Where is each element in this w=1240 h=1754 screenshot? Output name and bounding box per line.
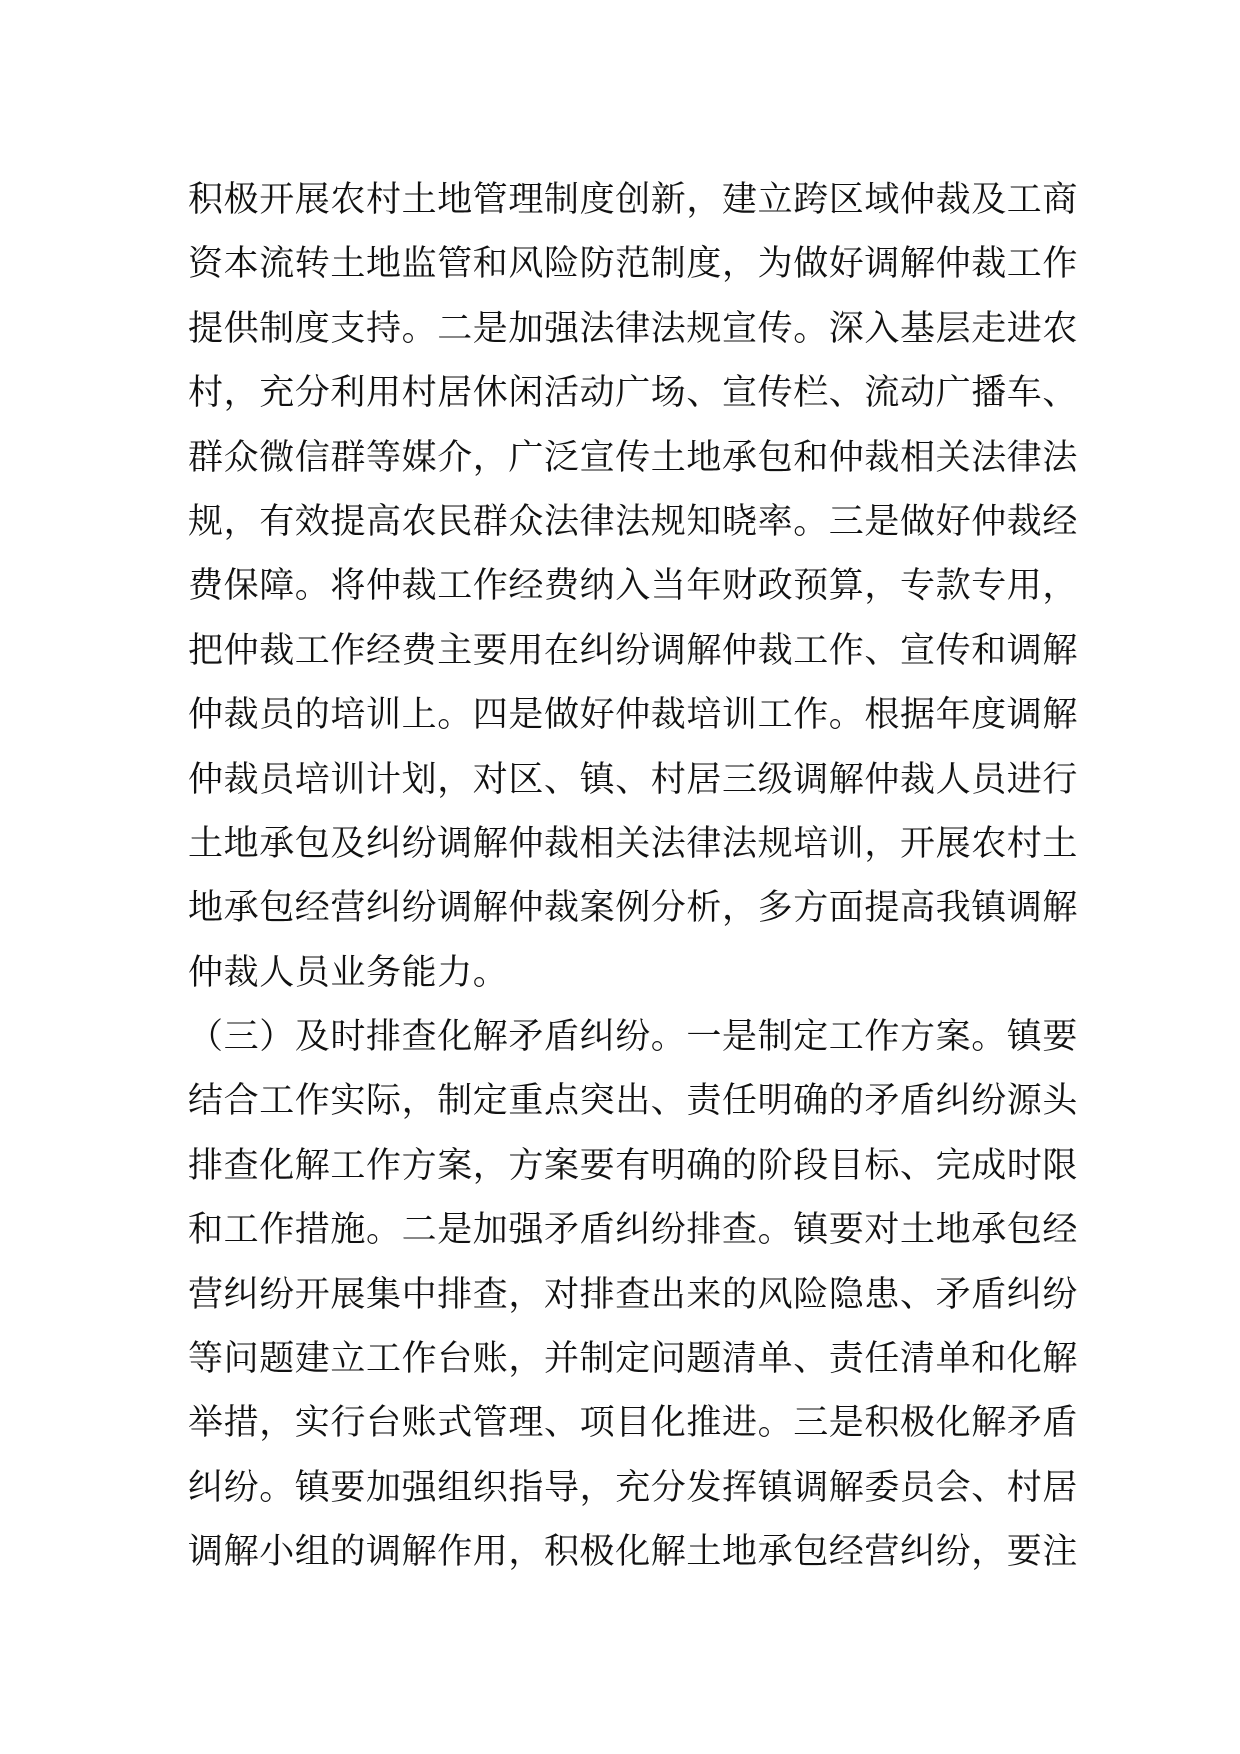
- text-line: 仲裁人员业务能力。: [188, 952, 509, 993]
- text-line: 举措，实行台账式管理、项目化推进。三是积极化解矛盾: [188, 1403, 1079, 1444]
- text-line: 群众微信群等媒介，广泛宣传土地承包和仲裁相关法律法: [188, 437, 1079, 478]
- text-line: 结合工作实际，制定重点突出、责任明确的矛盾纠纷源头: [188, 1081, 1079, 1122]
- text-line: 和工作措施。二是加强矛盾纠纷排查。镇要对土地承包经: [188, 1210, 1079, 1251]
- text-line: 提供制度支持。二是加强法律法规宣传。深入基层走进农: [188, 308, 1079, 349]
- section-heading-line: （三）及时排查化解矛盾纠纷。一是制定工作方案。镇要: [188, 1017, 1079, 1058]
- text-line: 等问题建立工作台账，并制定问题清单、责任清单和化解: [188, 1339, 1079, 1380]
- text-line: 村，充分利用村居休闲活动广场、宣传栏、流动广播车、: [188, 373, 1079, 414]
- text-line: 土地承包及纠纷调解仲裁相关法律法规培训，开展农村土: [188, 823, 1079, 864]
- text-line: 营纠纷开展集中排查，对排查出来的风险隐患、矛盾纠纷: [188, 1274, 1079, 1315]
- text-line: 费保障。将仲裁工作经费纳入当年财政预算，专款专用，: [188, 566, 1079, 607]
- text-line: 规，有效提高农民群众法律法规知晓率。三是做好仲裁经: [188, 501, 1079, 542]
- body-text: [188, 168, 1079, 1585]
- text-line: 仲裁员培训计划，对区、镇、村居三级调解仲裁人员进行: [188, 759, 1079, 800]
- text-line: 积极开展农村土地管理制度创新，建立跨区域仲裁及工商: [188, 180, 1079, 220]
- text-line: 仲裁员的培训上。四是做好仲裁培训工作。根据年度调解: [188, 695, 1079, 736]
- text-line: 排查化解工作方案，方案要有明确的阶段目标、完成时限: [188, 1145, 1079, 1186]
- text-line: 地承包经营纠纷调解仲裁案例分析，多方面提高我镇调解: [188, 888, 1079, 929]
- text-line: 资本流转土地监管和风险防范制度，为做好调解仲裁工作: [188, 244, 1079, 285]
- text-line: 调解小组的调解作用，积极化解土地承包经营纠纷，要注: [188, 1532, 1079, 1573]
- text-line: 纠纷。镇要加强组织指导，充分发挥镇调解委员会、村居: [188, 1467, 1079, 1508]
- text-line: 把仲裁工作经费主要用在纠纷调解仲裁工作、宣传和调解: [188, 630, 1079, 671]
